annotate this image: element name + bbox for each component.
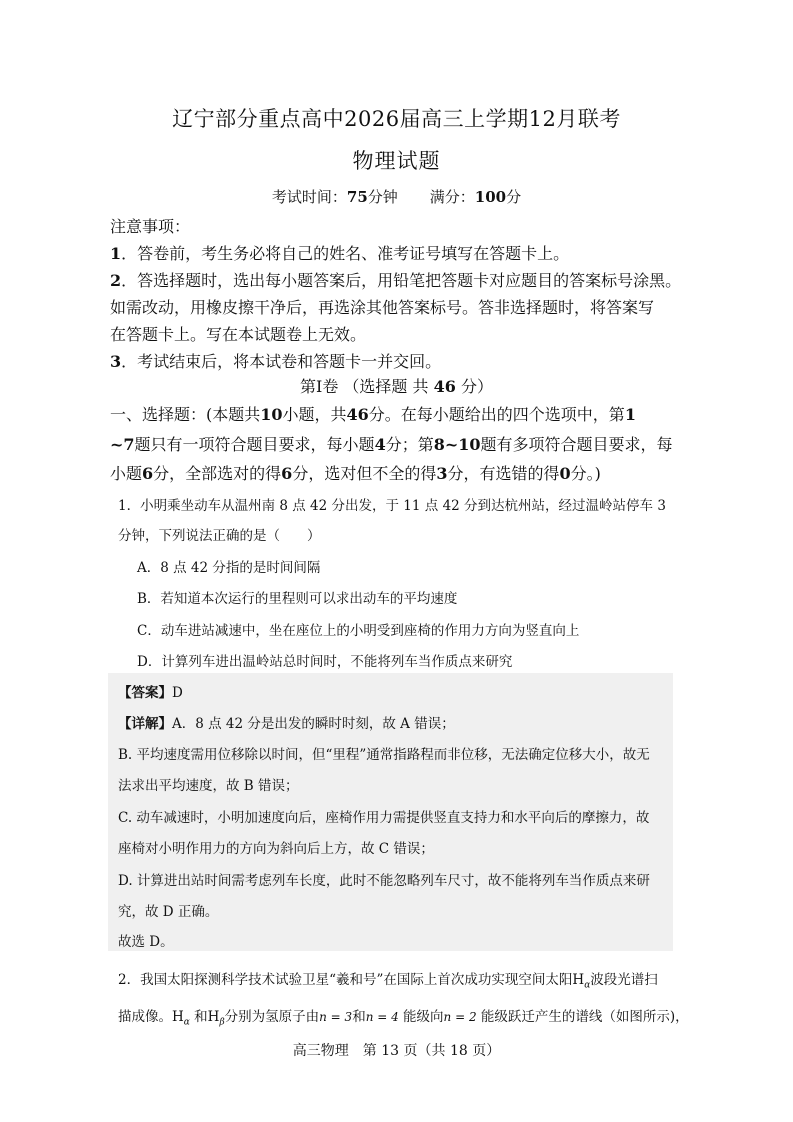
s1-l3-n1: 6 (142, 464, 154, 483)
note-2-num: 2 (110, 271, 122, 290)
q1-detail-line-1 (118, 712, 455, 732)
alpha-sub: α (584, 980, 591, 991)
note-2-line-c: 在答题卡上。写在本试题卷上无效。 (110, 325, 367, 344)
note-3 (110, 349, 441, 372)
s1-l3-a: 小题 (110, 464, 143, 483)
q1-detail-line-8: 故选 D。 (118, 934, 174, 950)
q1-option-d: D．计算列车进出温岭站总时间时，不能将列车当作质点来研究 (137, 654, 513, 670)
h-letter: H (572, 972, 585, 988)
footer-b: 页（共 (399, 1043, 450, 1059)
s1-l1-n2: 46 (346, 405, 369, 424)
s1-l3-c: 分，选对但不全的得 (292, 464, 437, 483)
score-unit: 分 (506, 188, 522, 206)
q2-l2-and: 和 (189, 1009, 208, 1025)
q2-l2-c: 和 (352, 1009, 366, 1025)
q1-option-c: C．动车进站减速中，坐在座位上的小明受到座椅的作用力方向为竖直向上 (137, 623, 580, 639)
q1-detail-line-5: 座椅对小明作用力的方向为斜向后上方，故 C 错误； (118, 841, 434, 857)
answer-tag: 【答案】 (118, 685, 172, 701)
s1-l1-c: 分。在每小题给出的四个选项中，第 (368, 405, 625, 424)
h-alpha-symbol-2 (172, 1009, 190, 1028)
s1-l3-e: 分。) (570, 464, 601, 483)
n-eq-4: n = 4 (365, 1010, 399, 1024)
score-value: 100 (474, 188, 507, 206)
q1-detail-line-3: 法求出平均速度，故 B 错误； (118, 778, 299, 794)
q2-line-1 (118, 968, 658, 991)
note-2-line-b: 如需改动，用橡皮擦干净后，再选涂其他答案标号。答非选择题时，将答案写 (110, 298, 655, 317)
note-1-num: 1 (110, 244, 122, 263)
detail-tag: 【详解】 (118, 716, 172, 732)
time-unit: 分钟 (367, 188, 398, 206)
detail-line-1-text: A．8 点 42 分是出发的瞬时时刻，故 A 错误； (172, 716, 455, 732)
time-label: 考试时间： (271, 188, 347, 206)
score-label: 满分： (429, 188, 475, 206)
notes-heading: 注意事项： (110, 217, 191, 236)
section-1-line-2 (110, 432, 673, 455)
n-eq-2: n = 2 (443, 1010, 477, 1024)
part-1-text-b: 分） (455, 377, 493, 396)
s1-l3-b: 分，全部选对的得 (153, 464, 282, 483)
s1-l3-n2: 6 (281, 464, 293, 483)
s1-l2-c: 题有多项符合题目要求，每 (480, 435, 673, 454)
s1-l2-n3: 8~10 (433, 435, 481, 454)
s1-l1-n1: 10 (260, 405, 283, 424)
answer-value: D (172, 685, 183, 701)
footer-page-number: 13 (381, 1043, 400, 1059)
note-2 (110, 268, 681, 291)
q2-l2-b: 分别为氢原子由 (224, 1009, 320, 1025)
q1-stem-b: 分钟，下列说法正确的是（ ） (118, 528, 321, 544)
n-eq-3: n = 3 (319, 1010, 353, 1024)
note-3-text: ．考试结束后，将本试卷和答题卡一并交回。 (121, 352, 442, 371)
exam-title: 辽宁部分重点高中2026届高三上学期12月联考 (172, 107, 621, 131)
footer-c: 页） (467, 1043, 501, 1059)
footer-total-pages: 18 (449, 1043, 468, 1059)
q1-detail-line-2: B. 平均速度需用位移除以时间，但“里程”通常指路程而非位移，无法确定位移大小，故无 (118, 747, 650, 763)
s1-l1-n3: 1 (624, 405, 636, 424)
note-2-text-a: ．答选择题时，选出每小题答案后，用铅笔把答题卡对应题目的答案标号涂黑。 (121, 271, 682, 290)
h-alpha-symbol (572, 972, 591, 991)
s1-l2-a: 题只有一项符合题目要求，每小题 (134, 435, 375, 454)
h-beta-symbol (207, 1009, 225, 1028)
page-footer (0, 1040, 793, 1060)
q1-detail-line-4: C. 动车减速时，小明加速度向后，座椅作用力需提供竖直支持力和水平向后的摩擦力，故 (118, 810, 650, 826)
exam-info (0, 186, 793, 207)
beta-sub: β (219, 1017, 225, 1028)
part-1-text-a: 第Ⅰ卷 （选择题 共 (300, 377, 434, 396)
q1-detail-line-6: D. 计算进出站时间需考虑列车长度，此时不能忽略列车尺寸，故不能将列车当作质点来研 (118, 873, 650, 889)
section-1-line-1 (110, 402, 636, 425)
exam-subtitle: 物理试题 (352, 149, 441, 173)
h-letter-3: H (207, 1009, 220, 1025)
s1-l3-n4: 0 (559, 464, 571, 483)
s1-l2-b: 分；第 (385, 435, 434, 454)
q2-l2-e: 能级跃迁产生的谱线（如图所示)， (476, 1009, 689, 1025)
q1-detail-line-7: 究，故 D 正确。 (118, 904, 219, 920)
s1-l1-a: 一、选择题：(本题共 (110, 405, 261, 424)
q2-l2-d: 能级向 (398, 1009, 444, 1025)
q2-l2-a: 描成像。 (118, 1009, 172, 1025)
h-letter-2: H (172, 1009, 184, 1025)
q1-option-a: A．8 点 42 分指的是时间间隔 (137, 560, 321, 576)
time-value: 75 (346, 188, 368, 206)
alpha-sub-2: α (183, 1017, 190, 1028)
note-1 (110, 241, 569, 264)
s1-l2-n1: ~7 (110, 435, 135, 454)
q2-l1-b: 波段光谱扫 (590, 972, 658, 988)
section-1-line-3 (110, 461, 601, 484)
s1-l3-d: 分，有选错的得 (447, 464, 560, 483)
q2-line-2 (118, 1005, 689, 1028)
q1-option-b: B．若知道本次运行的里程则可以求出动车的平均速度 (137, 591, 458, 607)
note-3-num: 3 (110, 352, 122, 371)
part-1-num: 46 (433, 377, 456, 396)
q1-stem-a: 1．小明乘坐动车从温州南 8 点 42 分出发，于 11 点 42 分到达杭州站，经过温岭站停车 3 (118, 498, 666, 514)
part-1-heading (0, 374, 793, 397)
q1-answer (118, 681, 183, 701)
q2-l1-a: 2．我国太阳探测科学技术试验卫星“羲和号”在国际上首次成功实现空间太阳 (118, 972, 573, 988)
s1-l1-b: 小题，共 (282, 405, 347, 424)
s1-l2-n2: 4 (374, 435, 386, 454)
s1-l3-n3: 3 (436, 464, 448, 483)
note-1-text: ．答卷前，考生务必将自己的姓名、准考证号填写在答题卡上。 (121, 244, 570, 263)
footer-a: 高三物理 第 (292, 1043, 382, 1059)
